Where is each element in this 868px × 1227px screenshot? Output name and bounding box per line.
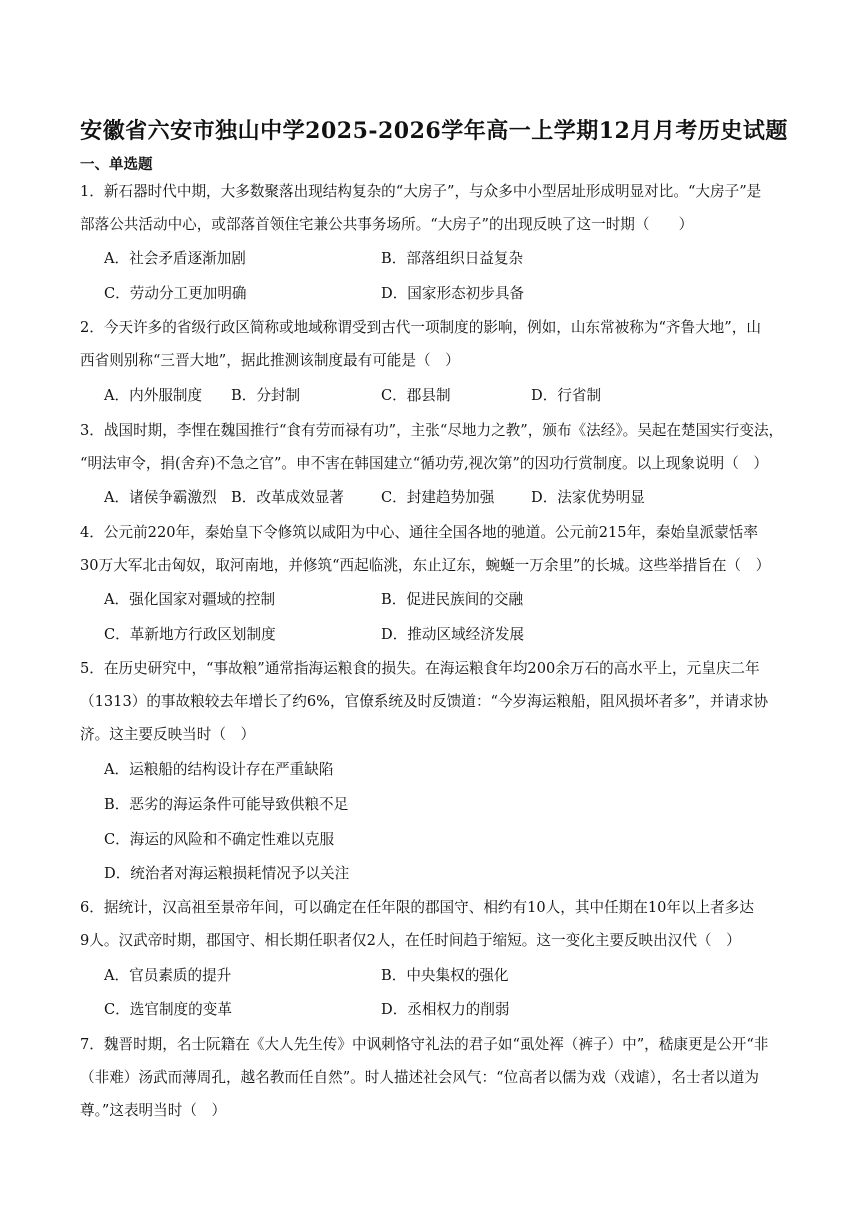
question-5-option-a: A．运粮船的结构设计存在严重缺陷 — [104, 761, 334, 778]
question-4-option-c: C．革新地方行政区划制度 — [104, 626, 276, 643]
question-6-option-d: D．丞相权力的削弱 — [381, 1001, 510, 1018]
question-3-line-1: 3．战国时期，李悝在魏国推行“食有劳而禄有功”，主张“尽地力之教”，颁布《法经》。吴起在楚国实行变法， — [80, 422, 784, 439]
question-7-line-3: 尊。”这表明当时（ ） — [80, 1102, 227, 1119]
question-2-option-c: C．郡县制 — [381, 387, 451, 404]
question-4-option-a: A．强化国家对疆域的控制 — [104, 591, 276, 608]
question-6-option-c: C．选官制度的变革 — [104, 1001, 232, 1018]
question-1-option-d: D．国家形态初步具备 — [381, 285, 525, 302]
question-2-line-2: 西省则别称“三晋大地”，据此推测该制度最有可能是（ ） — [80, 352, 460, 369]
page-title: 安徽省六安市独山中学2025-2026学年高一上学期12月月考历史试题 — [80, 118, 788, 144]
question-4-line-2: 30万大军北击匈奴，取河南地，并修筑“西起临洮，东止辽东，蜿蜒一万余里”的长城。这些举措旨在（ ） — [80, 557, 771, 574]
question-4-line-1: 4．公元前220年，秦始皇下令修筑以咸阳为中心、通往全国各地的驰道。公元前215年，秦始皇派蒙恬率 — [80, 524, 758, 541]
question-5-line-1: 5．在历史研究中，“事故粮”通常指海运粮食的损失。在海运粮食年均200余万石的高水平上，元皇庆二年 — [80, 660, 760, 677]
question-7-line-2: （非难）汤武而薄周孔，越名教而任自然”。时人描述社会风气：“位高者以儒为戏（戏谑），名士者以道为 — [80, 1069, 759, 1086]
question-1-line-1: 1．新石器时代中期，大多数聚落出现结构复杂的“大房子”，与众多中小型居址形成明显对比。“大房子”是 — [80, 183, 762, 200]
question-3-option-b: B．改革成效显著 — [231, 489, 344, 506]
question-6-option-a: A．官员素质的提升 — [104, 967, 232, 984]
question-1-line-2: 部落公共活动中心，或部落首领住宅兼公共事务场所。“大房子”的出现反映了这一时期（ ） — [80, 216, 694, 233]
question-6-option-b: B．中央集权的强化 — [381, 967, 509, 984]
question-5-line-2: （1313）的事故粮较去年增长了约6%，官僚系统及时反馈道：“今岁海运粮船，阻风损坏者多”，并请求协 — [80, 693, 769, 710]
question-5-option-b: B．恶劣的海运条件可能导致供粮不足 — [104, 796, 349, 813]
question-5-line-3: 济。这主要反映当时（ ） — [80, 726, 256, 743]
question-7-line-1: 7．魏晋时期，名士阮籍在《大人先生传》中讽刺恪守礼法的君子如“虱处裈（裤子）中”，嵇康更是公开“非 — [80, 1036, 769, 1053]
question-3-option-d: D．法家优势明显 — [531, 489, 645, 506]
question-1-option-a: A．社会矛盾逐渐加剧 — [104, 250, 246, 267]
question-4-option-b: B．促进民族间的交融 — [381, 591, 524, 608]
question-2-option-a: A．内外服制度 — [104, 387, 203, 404]
question-5-option-d: D．统治者对海运粮损耗情况予以关注 — [104, 865, 350, 882]
question-2-line-1: 2．今天许多的省级行政区简称或地域称谓受到古代一项制度的影响，例如，山东常被称为“齐鲁大地”，山 — [80, 319, 761, 336]
question-1-option-b: B．部落组织日益复杂 — [381, 250, 524, 267]
question-5-option-c: C．海运的风险和不确定性难以克服 — [104, 831, 335, 848]
question-1-option-c: C．劳动分工更加明确 — [104, 285, 247, 302]
question-3-option-c: C．封建趋势加强 — [381, 489, 495, 506]
question-2-option-b: B．分封制 — [231, 387, 301, 404]
question-3-line-2: “明法审令，捐(舍弃)不急之官”。申不害在韩国建立“循功劳,视次第”的因功行赏制度。以上现象说明（ ） — [80, 455, 768, 472]
question-6-line-1: 6．据统计，汉高祖至景帝年间，可以确定在任年限的郡国守、相约有10人，其中任期在10年以上者多达 — [80, 899, 754, 916]
question-3-option-a: A．诸侯争霸激烈 — [104, 489, 217, 506]
question-4-option-d: D．推动区域经济发展 — [381, 626, 525, 643]
question-2-option-d: D．行省制 — [531, 387, 602, 404]
section-heading: 一、单选题 — [80, 156, 153, 173]
question-6-line-2: 9人。汉武帝时期，郡国守、相长期任职者仅2人，在任时间趋于缩短。这一变化主要反映出汉代（ ） — [80, 932, 741, 949]
